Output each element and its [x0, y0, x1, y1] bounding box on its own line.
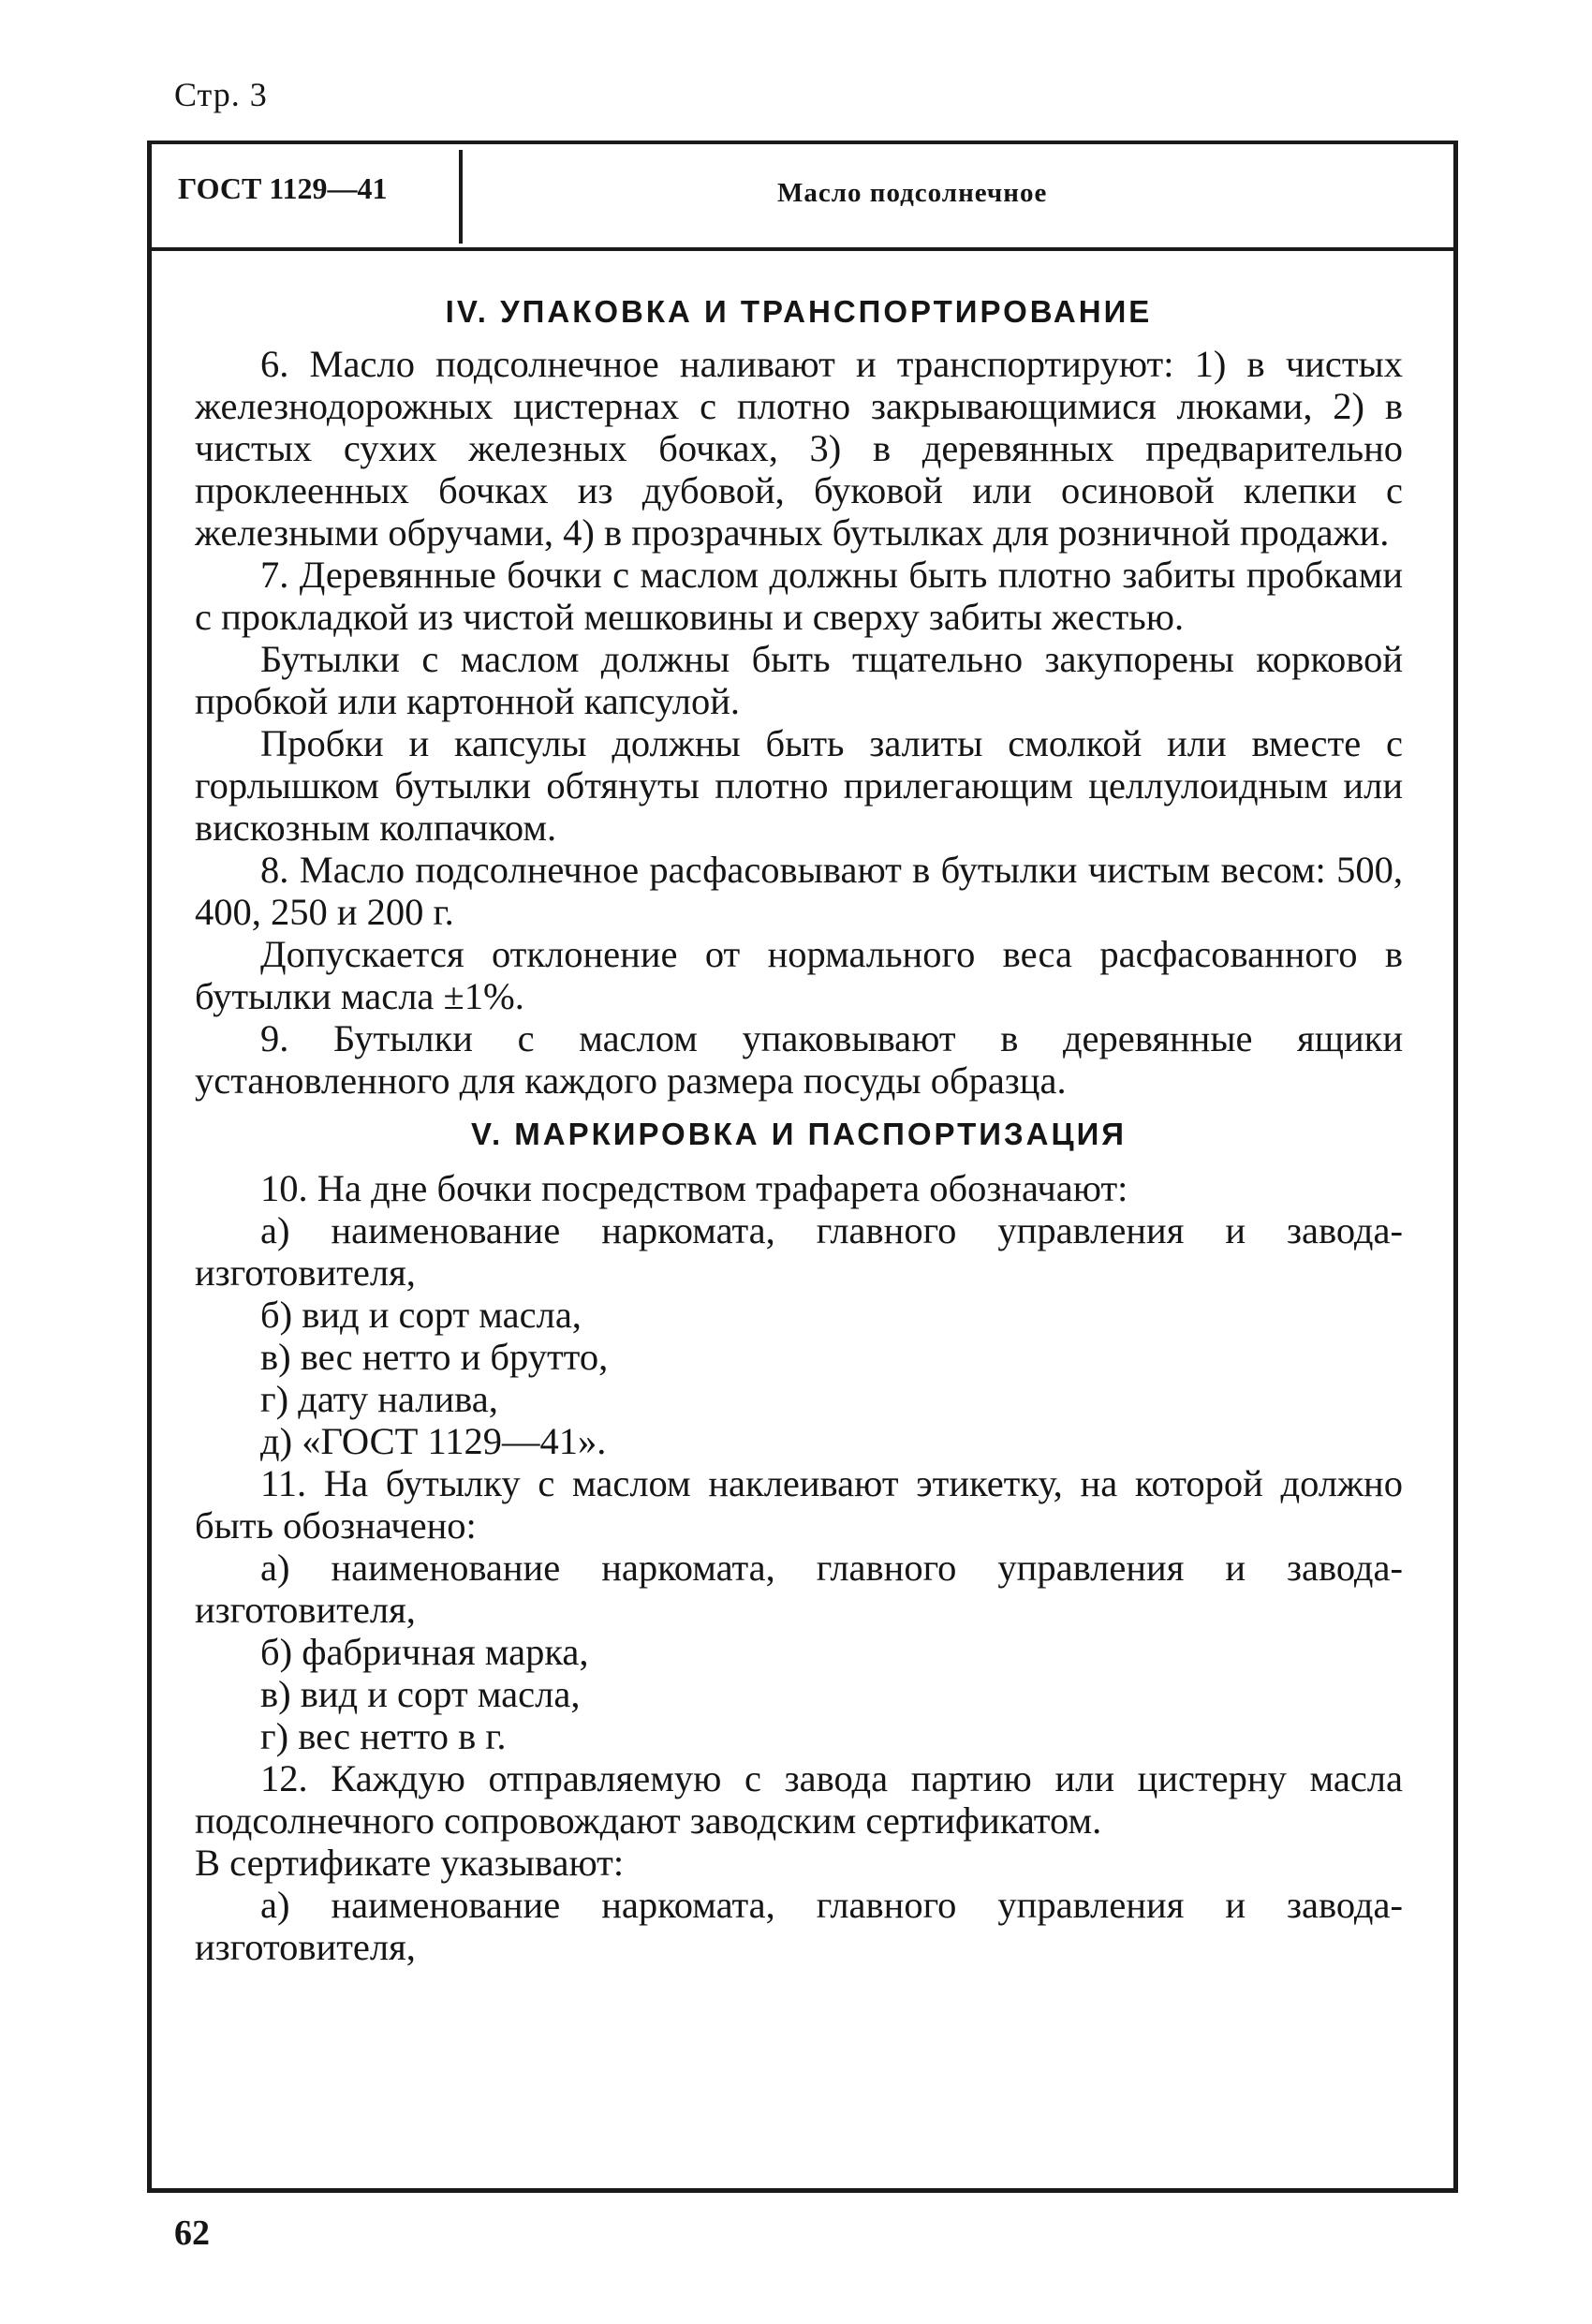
list-item: д) «ГОСТ 1129—41».: [260, 1420, 607, 1462]
paragraph-6: 6. Масло подсолнечное наливают и транспортируют: 1) в чистых железнодорожных цистернах с плотно закрывающимися люками, 2) в чистых сухих железных бочках, 3) в деревянных предварительно проклеенных бочках из дубовой, буковой или осиновой клепки с железными обручами, 4) в прозрачных бутылках для розничной продажи.: [195, 343, 1403, 554]
paragraph-8-tolerance: Допускается отклонение от нормального веса расфасованного в бутылки масла ±1%.: [195, 933, 1403, 1017]
page-number: 62: [174, 2213, 210, 2253]
paragraph-11: 11. На бутылку с маслом наклеивают этикетку, на которой должно быть обозначено:: [195, 1462, 1403, 1547]
paragraph-9: 9. Бутылки с маслом упаковывают в деревянные ящики установленного для каждого размера посуды образца.: [195, 1017, 1403, 1102]
paragraph-12-certificate: В сертификате указывают:: [195, 1842, 625, 1884]
list-item: б) фабричная марка,: [260, 1631, 589, 1673]
document-body: [195, 281, 1403, 1968]
list-item: г) вес нетто в г.: [260, 1715, 507, 1757]
frame-top-rule: [147, 141, 1458, 144]
list-item: а) наименование наркомата, главного управления и завода-изготовителя,: [195, 1884, 1403, 1968]
page-label: Стр. 3: [174, 76, 268, 113]
list-item: б) вид и сорт масла,: [260, 1294, 582, 1336]
list-item: г) дату налива,: [260, 1378, 498, 1420]
list-item: в) вид и сорт масла,: [260, 1673, 581, 1715]
list-item: в) вес нетто и брутто,: [260, 1336, 609, 1378]
paragraph-7-corks: Пробки и капсулы должны быть залиты смолкой или вместе с горлышком бутылки обтянуты плотно прилегающим целлулоидным или вискозным колпачком.: [195, 722, 1403, 849]
list-item: а) наименование наркомата, главного управления и завода-изготовителя,: [195, 1547, 1403, 1631]
list-item: а) наименование наркомата, главного управления и завода-изготовителя,: [195, 1209, 1403, 1294]
header-rule: [147, 247, 1458, 251]
paragraph-10: 10. На дне бочки посредством трафарета обозначают:: [260, 1167, 1128, 1209]
paragraph-12: 12. Каждую отправляемую с завода партию или цистерну масла подсолнечного сопровождают заводским сертификатом.: [195, 1757, 1403, 1842]
section-iv-heading: IV. УПАКОВКА И ТРАНСПОРТИРОВАНИЕ: [445, 294, 1153, 329]
paragraph-7: 7. Деревянные бочки с маслом должны быть плотно забиты пробками с прокладкой из чистой мешковины и сверху забиты жестью.: [195, 554, 1403, 638]
paragraph-8: 8. Масло подсолнечное расфасовывают в бутылки чистым весом: 500, 400, 250 и 200 г.: [195, 849, 1403, 933]
document-title: Масло подсолнечное: [777, 178, 1048, 208]
header-separator: [459, 150, 463, 244]
footer-rule: [147, 2188, 1458, 2193]
gost-code: ГОСТ 1129—41: [178, 171, 388, 205]
paragraph-7-bottles: Бутылки с маслом должны быть тщательно закупорены корковой пробкой или картонной капсулой.: [195, 638, 1403, 722]
section-v-heading: V. МАРКИРОВКА И ПАСПОРТИЗАЦИЯ: [470, 1117, 1128, 1151]
